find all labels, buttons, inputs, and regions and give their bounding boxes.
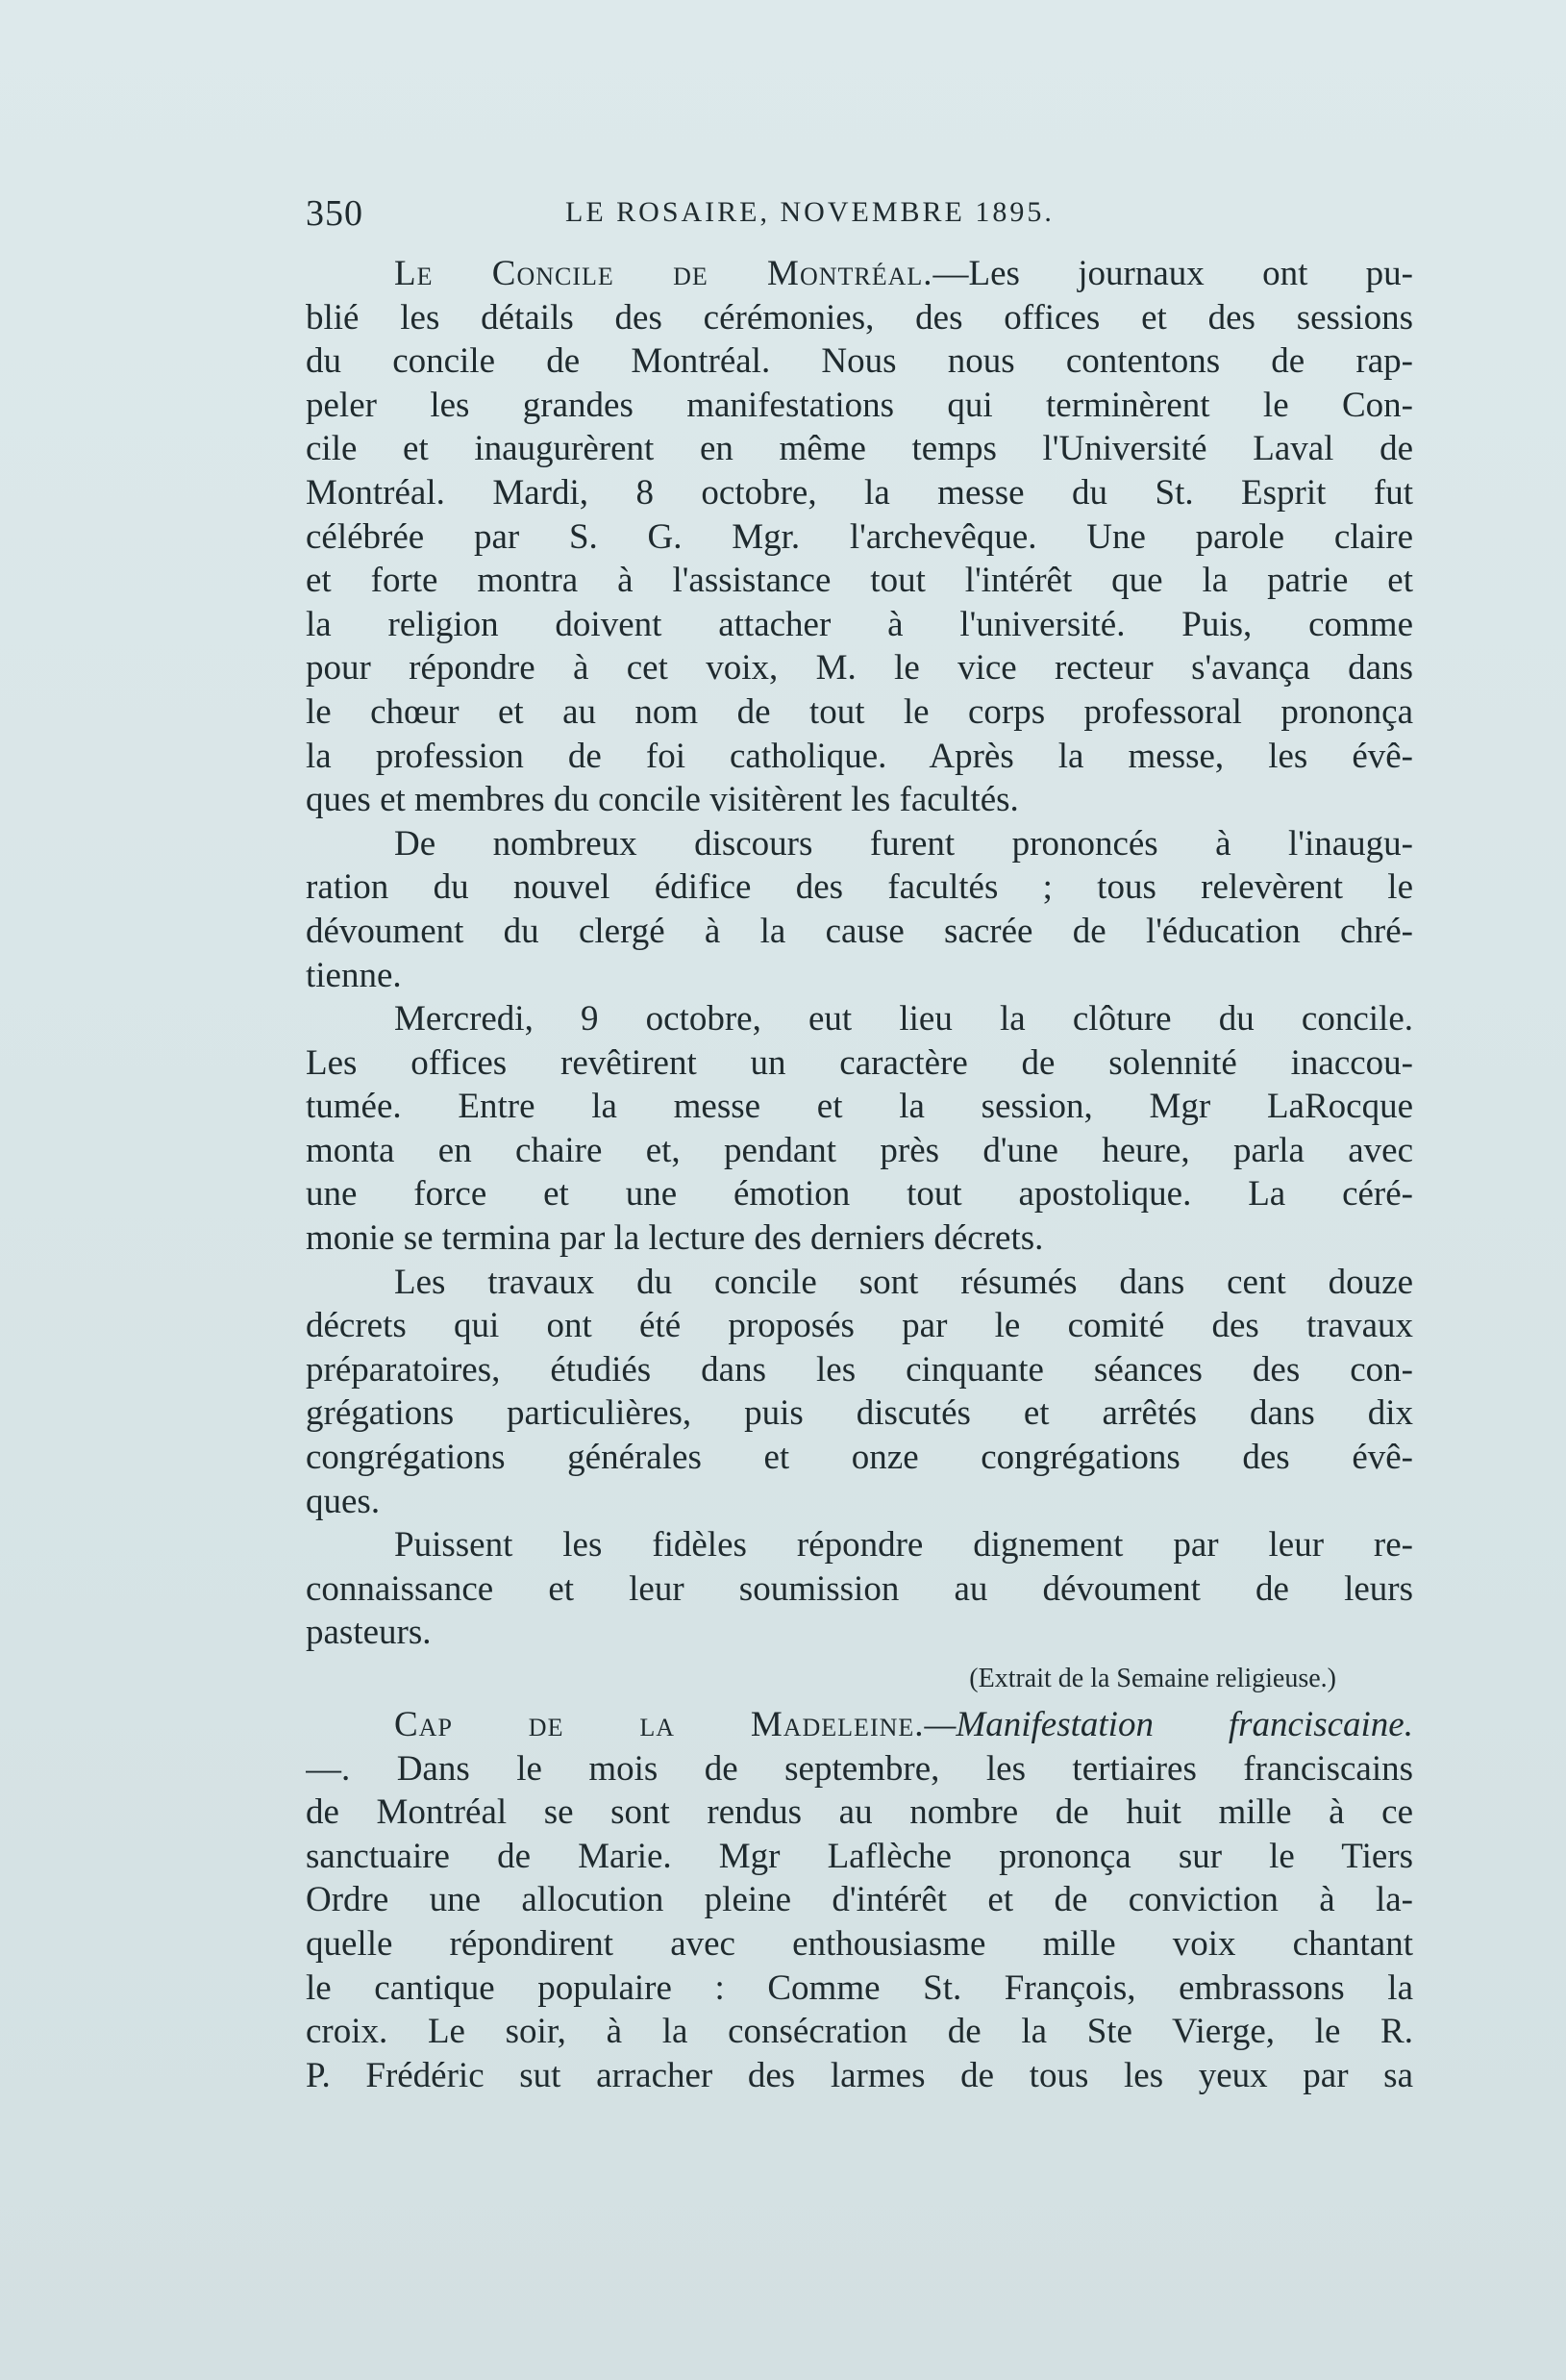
- text-line: sanctuaire de Marie. Mgr Laflèche prononça sur le Tiers: [306, 1836, 1413, 1876]
- text-line: ques.: [306, 1481, 381, 1521]
- section-subheading: —Manifestation franciscaine.: [924, 1705, 1413, 1744]
- text-line: célébrée par S. G. Mgr. l'archevêque. Une parole claire: [306, 516, 1413, 557]
- text-line: connaissance et leur soumission au dévoument de leurs: [306, 1568, 1413, 1609]
- source-attribution: (Extrait de la Semaine religieuse.): [969, 1664, 1336, 1693]
- text-line: blié les détails des cérémonies, des offices et des sessions: [306, 297, 1413, 338]
- text-line: Ordre une allocution pleine d'intérêt et de conviction à la-: [306, 1880, 1413, 1920]
- text-line: congrégations générales et onze congrégations des évê-: [306, 1438, 1413, 1478]
- page-number: 350: [306, 193, 363, 234]
- text-line: décrets qui ont été proposés par le comité des travaux: [306, 1306, 1413, 1346]
- text-line: dévoument du clergé à la cause sacrée de l'éducation chré-: [306, 911, 1413, 951]
- running-title: LE ROSAIRE, NOVEMBRE 1895.: [565, 196, 1055, 228]
- text-line: Montréal. Mardi, 8 octobre, la messe du St. Esprit fut: [306, 472, 1413, 513]
- text-line: peler les grandes manifestations qui terminèrent le Con-: [306, 385, 1413, 425]
- text-line: préparatoires, étudiés dans les cinquante séances des con-: [306, 1349, 1413, 1390]
- text-line: —. Dans le mois de septembre, les tertiaires franciscains: [306, 1748, 1413, 1789]
- text-line: le chœur et au nom de tout le corps professoral prononça: [306, 691, 1413, 732]
- text-line: —Les journaux ont pu-: [932, 254, 1413, 293]
- text-line: grégations particulières, puis discutés et arrêtés dans dix: [306, 1393, 1413, 1434]
- text-line: la religion doivent attacher à l'université. Puis, comme: [306, 604, 1413, 644]
- text-line: et forte montra à l'assistance tout l'intérêt que la patrie et: [306, 561, 1413, 601]
- article-body: [306, 252, 1413, 2097]
- text-line: une force et une émotion tout apostolique. La céré-: [306, 1174, 1413, 1215]
- text-line: croix. Le soir, à la consécration de la Ste Vierge, le R.: [306, 2012, 1413, 2052]
- text-line: cile et inaugurèrent en même temps l'Université Laval de: [306, 429, 1413, 469]
- section-heading: Cap de la Madeleine.: [394, 1705, 925, 1744]
- text-line: monta en chaire et, pendant près d'une heure, parla avec: [306, 1130, 1413, 1170]
- text-line: tumée. Entre la messe et la session, Mgr LaRocque: [306, 1087, 1413, 1127]
- text-line: du concile de Montréal. Nous nous contentons de rap-: [306, 341, 1413, 382]
- text-line: P. Frédéric sut arracher des larmes de tous les yeux par sa: [306, 2055, 1413, 2095]
- section-heading-line: [306, 252, 1413, 296]
- text-line: tienne.: [306, 955, 402, 995]
- section-heading-line: [306, 1703, 1413, 1747]
- text-line: pour répondre à cet voix, M. le vice recteur s'avança dans: [306, 648, 1413, 689]
- text-line: pasteurs.: [306, 1613, 432, 1653]
- text-line: le cantique populaire : Comme St. François, embrassons la: [306, 1967, 1413, 2008]
- text-line: quelle répondirent avec enthousiasme mille voix chantant: [306, 1923, 1413, 1964]
- text-line: ques et membres du concile visitèrent les facultés.: [306, 780, 1019, 820]
- text-line: monie se termina par la lecture des derniers décrets.: [306, 1218, 1044, 1259]
- text-line: de Montréal se sont rendus au nombre de huit mille à ce: [306, 1792, 1413, 1833]
- text-line: Mercredi, 9 octobre, eut lieu la clôture du concile.: [394, 999, 1413, 1040]
- text-line: De nombreux discours furent prononcés à l'inaugu-: [394, 823, 1413, 864]
- text-line: Puissent les fidèles répondre dignement par leur re-: [394, 1525, 1413, 1566]
- page-header: [306, 192, 1421, 240]
- text-line: la profession de foi catholique. Après la messe, les évê-: [306, 736, 1413, 776]
- text-line: Les travaux du concile sont résumés dans cent douze: [394, 1262, 1413, 1302]
- text-line: ration du nouvel édifice des facultés ; tous relevèrent le: [306, 867, 1413, 908]
- text-line: Les offices revêtirent un caractère de solennité inaccou-: [306, 1042, 1413, 1083]
- section-heading: Le Concile de Montréal.: [394, 254, 933, 293]
